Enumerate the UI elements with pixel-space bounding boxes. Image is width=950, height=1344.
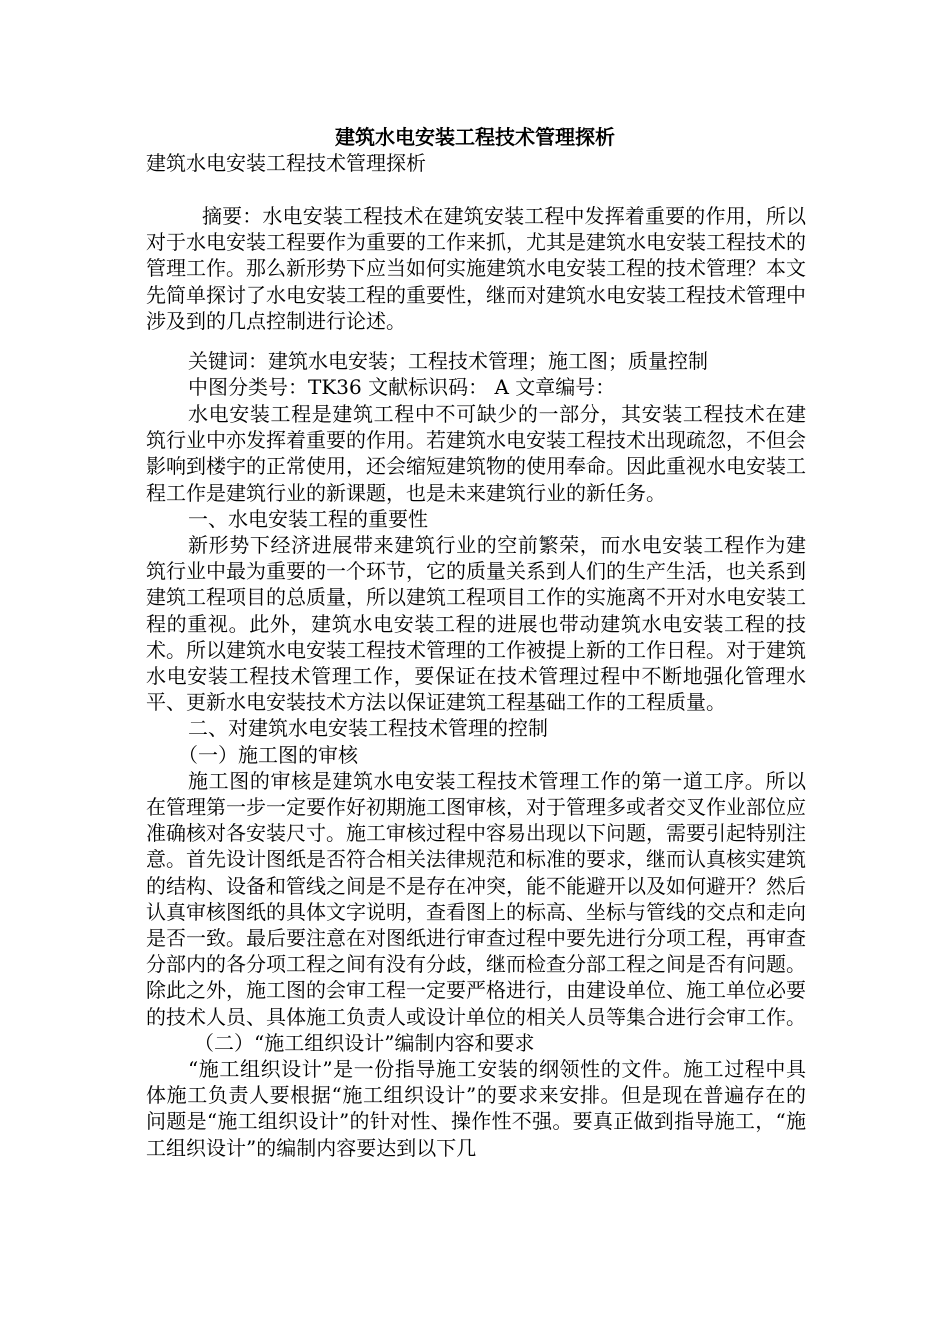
subsection1-paragraph: 施工图的审核是建筑水电安装工程技术管理工作的第一道工序。所以在管理第一步一定要作好初期施工图审核，对于管理多或者交叉作业部位应准确核对各安装尺寸。施工审核过程中容易出现以下问题，需要引起特别注意。首先设计图纸是否符合相关法律规范和标准的要求，继而认真核实建筑的结构、设备和管线之间是不是存在冲突，能不能避开以及如何避开？然后认真审核图纸的具体文字说明，查看图上的标高、坐标与管线的交点和走向是否一致。最后要注意在对图纸进行审查过程中要先进行分项工程，再审查分部内的各分项工程之间有没有分歧，继而检查分部工程之间是否有问题。除此之外，施工图的会审工程一定要严格进行，由建设单位、施工单位必要的技术人员、具体施工负责人或设计单位的相关人员等集合进行会审工作。 [146,768,806,1029]
subsection2-heading: （二）“施工组织设计”编制内容和要求 [194,1030,535,1055]
document-subtitle: 建筑水电安装工程技术管理探析 [146,151,426,175]
subsection1-heading: （一）施工图的审核 [178,742,358,767]
body-block [146,401,806,1161]
section1-heading: 一、水电安装工程的重要性 [188,506,428,531]
classification-line: 中图分类号：TK36 文献标识码： A 文章编号： [188,375,616,400]
intro-paragraph: 水电安装工程是建筑工程中不可缺少的一部分，其安装工程技术在建筑行业中亦发挥着重要的作用。若建筑水电安装工程技术出现疏忽，不但会影响到楼宇的正常使用，还会缩短建筑物的使用奉命。因此重视水电安装工程工作是建筑行业的新课题，也是未来建筑行业的新任务。 [146,402,806,505]
subsection2-paragraph: “施工组织设计”是一份指导施工安装的纲领性的文件。施工过程中具体施工负责人要根据“施工组织设计”的要求来安排。但是现在普遍存在的问题是“施工组织设计”的针对性、操作性不强。要真正做到指导施工，“施工组织设计”的编制内容要达到以下几 [146,1057,806,1160]
section2-heading: 二、对建筑水电安装工程技术管理的控制 [188,716,548,741]
abstract-block [146,203,806,334]
document-title: 建筑水电安装工程技术管理探析 [335,125,615,149]
meta-block [146,348,806,400]
section1-paragraph: 新形势下经济进展带来建筑行业的空前繁荣，而水电安装工程作为建筑行业中最为重要的一个环节，它的质量关系到人们的生产生活，也关系到建筑工程项目的总质量，所以建筑工程项目工作的实施离不开对水电安装工程的重视。此外，建筑水电安装工程的进展也带动建筑水电安装工程的技术。所以建筑水电安装工程技术管理的工作被提上新的工作日程。对于建筑水电安装工程技术管理工作，要保证在技术管理过程中不断地强化管理水平、更新水电安装技术方法以保证建筑工程基础工作的工程质量。 [146,533,806,715]
keywords-line: 关键词：建筑水电安装；工程技术管理；施工图；质量控制 [188,349,708,373]
abstract-paragraph: 摘要：水电安装工程技术在建筑安装工程中发挥着重要的作用，所以对于水电安装工程要作为重要的工作来抓，尤其是建筑水电安装工程技术的管理工作。那么新形势下应当如何实施建筑水电安装工程的技术管理？本文先简单探讨了水电安装工程的重要性，继而对建筑水电安装工程技术管理中涉及到的几点控制进行论述。 [146,204,806,333]
